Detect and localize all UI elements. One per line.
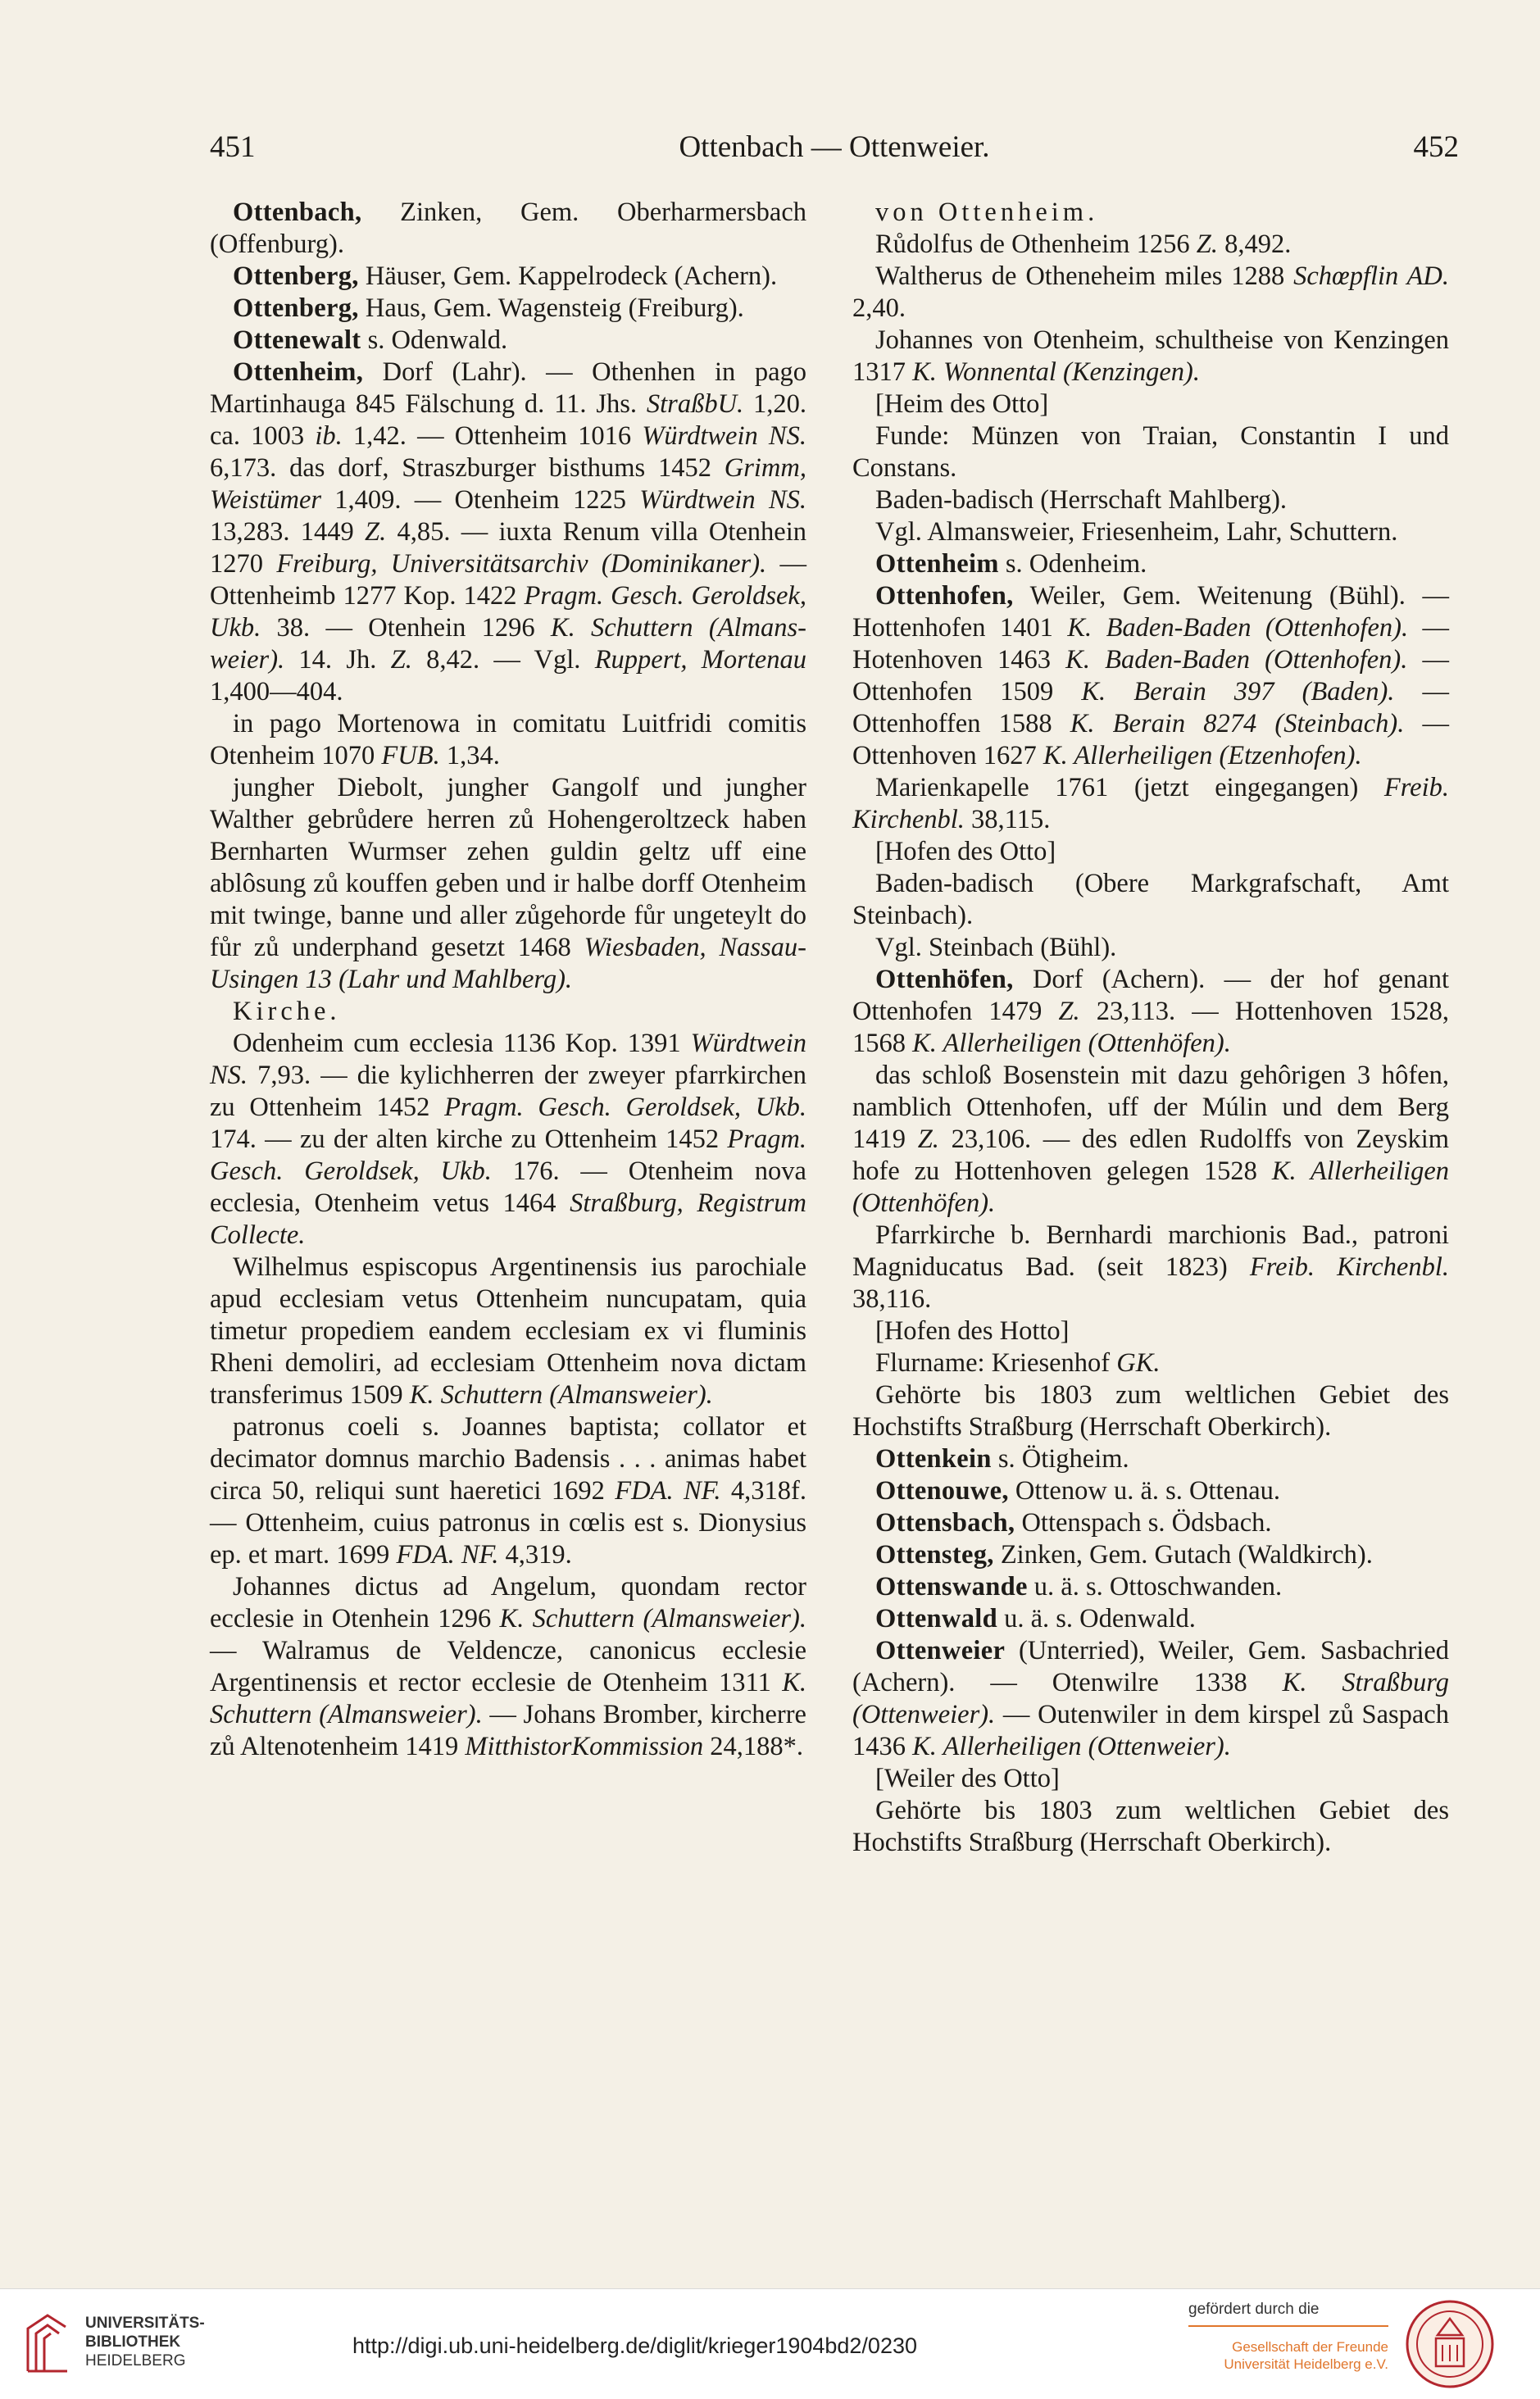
entry-text: [Hofen des Otto] xyxy=(875,837,1056,866)
page-number-right: 452 xyxy=(1413,130,1459,164)
entry-headword: Ottensbach, xyxy=(875,1508,1015,1538)
entry-text: Pfarrkirche b. Bernhardi marchionis Bad., patroni Magniducatus Bad. (seit 1823) Freib. Kirchenbl. 38,116. xyxy=(852,1220,1450,1314)
entry-headword: Ottenwald xyxy=(875,1604,997,1633)
entry-paragraph xyxy=(852,932,1449,964)
entry-paragraph xyxy=(852,420,1449,484)
entry-paragraph xyxy=(852,516,1449,548)
entry-paragraph xyxy=(852,772,1449,836)
entry-paragraph xyxy=(210,1028,806,1252)
entry-paragraph xyxy=(852,261,1449,325)
entry-paragraph xyxy=(852,229,1449,261)
entry-text: Gehörte bis 1803 zum weltlichen Gebiet des Hochstifts Straßburg (Herrschaft Oberkirch). xyxy=(852,1380,1449,1442)
entry-text: patronus coeli s. Joannes baptista; collator et decimator domnus marchio Badensis . . . animas habet circa 50, reliqui sunt haeretici 1692 FDA. NF. 4,318f. — Ottenheim, cuius patronus in cœlis est s. Dionysius ep. et mart. 1699 FDA. NF. 4,319. xyxy=(210,1412,806,1570)
entry-headword: Ottenberg, xyxy=(233,261,359,291)
entry-paragraph xyxy=(210,1252,806,1411)
entry-paragraph xyxy=(852,484,1449,516)
entry-text: jungher Diebolt, jungher Gangolf und jungher Walther gebrůdere herren zů Hohengeroltzeck haben Bernharten Wurmser zehen guldin geltz uff eine ablôsung zů kouffen geben und ir halbe dorff Otenheim mit twinge, banne und aller zůgehorde fůr ungeteylt do fůr zů underphand gesetzt 1468 Wiesbaden, Nassau-Usingen 13 (Lahr und Mahlberg). xyxy=(210,773,806,994)
library-name-line2: BIBLIOTHEK xyxy=(85,2333,181,2351)
entry-paragraph: Ottenheim s. Odenheim. xyxy=(875,549,1147,579)
entry-text: Růdolfus de Othenheim 1256 Z. 8,492. xyxy=(875,229,1292,259)
entry-text: Baden-badisch (Herrschaft Mahlberg). xyxy=(875,485,1288,515)
entry-paragraph xyxy=(852,1220,1449,1315)
section-heading: von Ottenheim. xyxy=(875,198,1099,227)
entry-text: Dorf (Achern). — der hof genant Ottenhofen 1479 Z. 23,113. — Hottenhoven 1528, 1568 K. Allerheiligen (Ottenhöfen). xyxy=(852,965,1449,1058)
entry-text: Wilhelmus espiscopus Argentinensis ius parochiale apud ecclesiam vetus Ottenheim nuncupatam, quia timetur propediem eandem ecclesiam ex vi fluminis Rheni demoliri, ad ecclesiam Ottenheim nova dictam transferimus 1509 K. Schuttern (Almansweier). xyxy=(210,1252,806,1410)
entry-headword: Ottenheim, xyxy=(233,357,364,387)
entry-text: Odenheim cum ecclesia 1136 Kop. 1391 Würdtwein NS. 7,93. — die kylichherren der zweyer pfarrkirchen zu Ottenheim 1452 Pragm. Gesch. Geroldsek, Ukb. 174. — zu der alten kirche zu Ottenheim 1452 Pragm. Gesch. Geroldsek, Ukb. 176. — Otenheim nova ecclesia, Otenheim vetus 1464 Straßburg, Registrum Collecte. xyxy=(210,1029,806,1250)
entry-text: Flurname: Kriesenhof GK. xyxy=(875,1348,1161,1378)
entry-paragraph xyxy=(210,1571,806,1763)
entry-paragraph xyxy=(852,1763,1449,1795)
entry-paragraph: Ottenbach, Zinken, Gem. Oberharmersbach (Offenburg). xyxy=(210,198,806,259)
entry-paragraph xyxy=(852,1635,1449,1763)
entry-paragraph: Ottensbach, Ottenspach s. Ödsbach. xyxy=(875,1508,1272,1538)
entry-text: Johannes dictus ad Angelum, quondam rector ecclesie in Otenhein 1296 K. Schuttern (Almansweier). — Walramus de Veldencze, canonicus ecclesie Argentinensis et rector ecclesie de Otenheim 1311 K. Schuttern (Almansweier). — Johans Bromber, kircherre zů Altenotenheim 1419 MitthistorKommission 24,188*. xyxy=(210,1572,806,1761)
entry-headword: Ottenkein xyxy=(875,1444,992,1474)
running-header xyxy=(210,129,1459,174)
entry-paragraph xyxy=(852,868,1449,932)
entry-paragraph xyxy=(210,708,806,772)
entry-headword: Ottenhöfen, xyxy=(875,965,1014,994)
page-number-left: 451 xyxy=(210,130,256,164)
entry-text: [Heim des Otto] xyxy=(875,389,1049,419)
entry-paragraph xyxy=(852,964,1449,1060)
funded-by-label: gefördert durch die xyxy=(1188,2301,1320,2318)
entry-text: [Weiler des Otto] xyxy=(875,1764,1060,1793)
entry-headword: Ottenouwe, xyxy=(875,1476,1009,1506)
entry-text: Dorf (Lahr). — Othenhen in pago Martinhauga 845 Fälschung d. 11. Jhs. StraßbU. 1,20. ca. 1003 ib. 1,42. — Ottenheim 1016 Würdtwein NS. 6,173. das dorf, Straszburger bisthums 1452 Grimm, Weistümer 1,409. — Otenheim 1225 Würdtwein NS. 13,283. 1449 Z. 4,85. — iuxta Renum villa Otenhein 1270 Freiburg, Universitätsarchiv (Dominikaner). — Ottenheimb 1277 Kop. 1422 Pragm. Gesch. Geroldsek, Ukb. 38. — Otenhein 1296 K. Schuttern (Almansweier). 14. Jh. Z. 8,42. — Vgl. Ruppert, Mortenau 1,400—404. xyxy=(210,357,807,707)
entry-text: Waltherus de Otheneheim miles 1288 Schœpflin AD. 2,40. xyxy=(852,261,1449,323)
entry-text: Weiler, Gem. Weitenung (Bühl). — Hottenhofen 1401 K. Baden-Baden (Ottenhofen). — Hotenhoven 1463 K. Baden-Baden (Ottenhofen). — Ottenhofen 1509 K. Berain 397 (Baden). — Ottenhoffen 1588 K. Berain 8274 (Steinbach). — Ottenhoven 1627 K. Allerheiligen (Etzenhofen). xyxy=(852,581,1450,770)
library-name xyxy=(85,2314,205,2370)
section-heading: Kirche. xyxy=(233,997,341,1026)
entry-headword: Ottenweier xyxy=(875,1636,1006,1665)
entry-paragraph: Ottenewalt s. Odenwald. xyxy=(233,325,508,355)
permalink-url[interactable]: http://digi.ub.uni-heidelberg.de/diglit/krieger1904bd2/0230 xyxy=(352,2333,918,2358)
entry-paragraph xyxy=(852,325,1449,388)
left-column xyxy=(210,197,806,1763)
entry-paragraph xyxy=(210,772,806,996)
entry-headword: Ottenewalt xyxy=(233,325,361,355)
entry-paragraph xyxy=(210,1411,806,1571)
entry-paragraph xyxy=(852,1347,1449,1379)
entry-paragraph: Ottenouwe, Ottenow u. ä. s. Ottenau. xyxy=(875,1476,1281,1506)
entry-paragraph: Ottensteg, Zinken, Gem. Gutach (Waldkirch). xyxy=(875,1540,1373,1570)
ub-heidelberg-logo-icon xyxy=(23,2310,70,2374)
entry-text: (Unterried), Weiler, Gem. Sasbachried (Achern). — Otenwilre 1338 K. Straßburg (Ottenweier). — Outenwiler in dem kirspel zů Saspach 1436 K. Allerheiligen (Ottenweier). xyxy=(852,1636,1450,1761)
entry-paragraph: Ottenberg, Häuser, Gem. Kappelrodeck (Achern). xyxy=(233,261,778,291)
entry-paragraph xyxy=(852,580,1449,772)
library-name-line3: HEIDELBERG xyxy=(85,2352,186,2369)
right-column xyxy=(852,197,1449,1859)
university-seal-icon xyxy=(1405,2299,1495,2389)
sponsor-name-line2: Universität Heidelberg e.V. xyxy=(1224,2356,1388,2372)
entry-paragraph: Ottenkein s. Ötigheim. xyxy=(875,1444,1129,1474)
sponsor-name-line1: Gesellschaft der Freunde xyxy=(1232,2339,1388,2355)
entry-text: das schloß Bosenstein mit dazu gehôrigen 3 hôfen, namblich Ottenhofen, uff der Múlin und dem Berg 1419 Z. 23,106. — des edlen Rudolffs von Zeyskim hofe zu Hottenhoven gelegen 1528 K. Allerheiligen (Ottenhöfen). xyxy=(852,1061,1450,1218)
running-title: Ottenbach — Ottenweier. xyxy=(679,130,990,164)
entry-headword: Ottensteg, xyxy=(875,1540,994,1570)
entry-paragraph xyxy=(210,996,806,1028)
entry-headword: Ottenswande xyxy=(875,1572,1028,1602)
entry-paragraph: Ottenswande u. ä. s. Ottoschwanden. xyxy=(875,1572,1283,1602)
entry-text: in pago Mortenowa in comitatu Luitfridi comitis Otenheim 1070 FUB. 1,34. xyxy=(210,709,806,770)
entry-text: Marienkapelle 1761 (jetzt eingegangen) Freib. Kirchenbl. 38,115. xyxy=(852,773,1449,834)
sponsor-name xyxy=(1188,2338,1388,2373)
entry-headword: Ottenheim xyxy=(875,549,999,579)
entry-paragraph xyxy=(852,836,1449,868)
entry-text: [Hofen des Hotto] xyxy=(875,1316,1070,1346)
entry-paragraph xyxy=(852,1795,1449,1859)
viewer-footer xyxy=(0,2288,1540,2399)
entry-paragraph: Ottenwald u. ä. s. Odenwald. xyxy=(875,1604,1196,1633)
entry-headword: Ottenberg, xyxy=(233,293,359,323)
entry-paragraph xyxy=(852,1315,1449,1347)
sponsor-divider xyxy=(1188,2325,1388,2327)
entry-paragraph xyxy=(852,388,1449,420)
entry-text: Vgl. Almansweier, Friesenheim, Lahr, Schuttern. xyxy=(875,517,1398,547)
entry-paragraph: Ottenberg, Haus, Gem. Wagensteig (Freiburg). xyxy=(233,293,744,323)
entry-paragraph xyxy=(852,1060,1449,1220)
entry-headword: Ottenbach, xyxy=(233,198,362,227)
entry-paragraph xyxy=(852,197,1449,229)
entry-text: Funde: Münzen von Traian, Constantin I und Constans. xyxy=(852,421,1449,483)
entry-text: Vgl. Steinbach (Bühl). xyxy=(875,933,1117,962)
entry-paragraph xyxy=(852,1379,1449,1443)
entry-text: Johannes von Otenheim, schultheise von Kenzingen 1317 K. Wonnental (Kenzingen). xyxy=(852,325,1449,387)
entry-text: Baden-badisch (Obere Markgrafschaft, Amt Steinbach). xyxy=(852,869,1449,930)
entry-headword: Ottenhofen, xyxy=(875,581,1014,611)
entry-paragraph xyxy=(210,357,806,708)
entry-text: Gehörte bis 1803 zum weltlichen Gebiet des Hochstifts Straßburg (Herrschaft Oberkirch). xyxy=(852,1796,1449,1857)
library-name-line1: UNIVERSITÄTS- xyxy=(85,2315,205,2332)
